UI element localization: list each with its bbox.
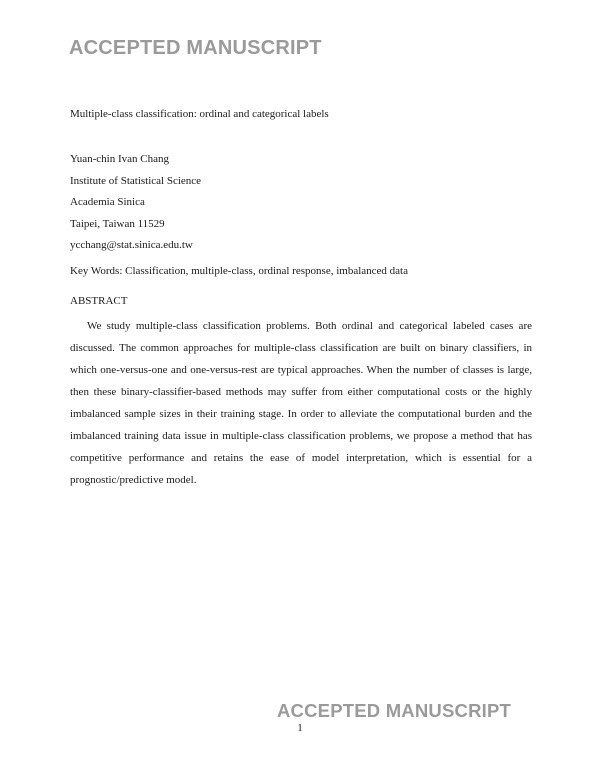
keywords: Key Words: Classification, multiple-class, ordinal response, imbalanced data [70, 265, 408, 277]
author-organization: Academia Sinica [70, 196, 145, 208]
paper-title: Multiple-class classification: ordinal and categorical labels [70, 108, 329, 120]
author-institute: Institute of Statistical Science [70, 174, 202, 187]
author-block [70, 149, 201, 257]
author-address: Taipei, Taiwan 11529 [70, 217, 165, 230]
page-number: 1 [297, 722, 303, 734]
abstract-heading: ABSTRACT [70, 295, 128, 307]
watermark-top: ACCEPTED MANUSCRIPT [69, 37, 322, 59]
abstract-body: We study multiple-class classification problems. Both ordinal and categorical labeled cases are discussed. The common approaches for multiple-class classification are built on binary classifiers, in which one-versus-one and one-versus-rest are typical approaches. When the number of classes is large, then these binary-classifier-based methods may suffer from either computational costs or the highly imbalanced sample sizes in their training stage. In order to alleviate the computational burden and the imbalanced training data issue in multiple-class classification problems, we propose a method that has competitive performance and retains the ease of model interpretation, which is essential for a prognostic/predictive model. [70, 320, 532, 486]
watermark-bottom: ACCEPTED MANUSCRIPT [277, 700, 512, 721]
author-email: ycchang@stat.sinica.edu.tw [70, 239, 193, 251]
author-name: Yuan-chin Ivan Chang [70, 153, 169, 165]
